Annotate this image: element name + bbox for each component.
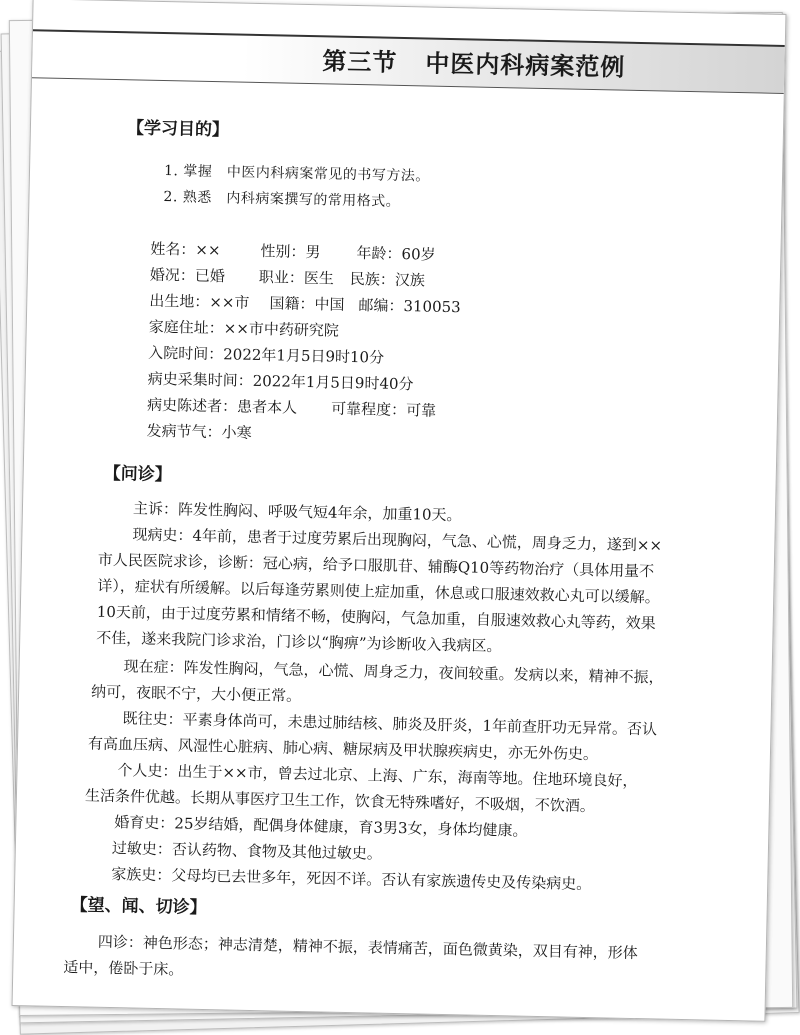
inquiry-line: 市人民医院求诊，诊断：冠心病，给予口服肌苷、辅酶Q10等药物治疗（具体用量不 — [97, 550, 655, 581]
inquiry-line: 过敏史：否认药物、食物及其他过敏史。 — [111, 839, 383, 863]
reliability: 可靠程度：可靠 — [330, 399, 437, 420]
patient-info-row — [150, 238, 436, 265]
onset-solar-term: 发病节气：小寒 — [146, 421, 252, 442]
patient-birthplace: 出生地：××市 — [149, 291, 250, 312]
inquiry-line: 主诉：阵发性胸闷、呼吸气短4年余，加重10天。 — [132, 499, 462, 525]
section-title — [322, 41, 626, 82]
patient-name: 姓名：×× — [150, 239, 221, 260]
history-collection-time: 病史采集时间：2022年1月5日9时40分 — [147, 369, 414, 394]
inquiry-line: 婚育史：25岁结婚，配偶身体健康，育3男3女，身体均健康。 — [114, 813, 528, 840]
inquiry-line: 详），症状有所缓解。以后每逢劳累则使上症加重，休息或口服速效救心丸可以缓解。 — [97, 576, 660, 607]
exam-heading: 【望、闻、切诊】 — [70, 895, 207, 919]
section-number: 第三节 — [322, 47, 398, 77]
inquiry-line: 生活条件优越。长期从事医疗卫生工作，饮食无特殊嗜好，不吸烟，不饮酒。 — [84, 786, 596, 816]
patient-gender: 性别：男 — [260, 242, 321, 262]
inquiry-heading: 【问诊】 — [103, 463, 172, 486]
patient-ethnicity: 民族：汉族 — [349, 269, 426, 290]
inquiry-line: 个人史：出生于××市，曾去过北京、上海、广东，海南等地。住地环境良好， — [117, 761, 638, 791]
admission-time: 入院时间：2022年1月5日9时10分 — [148, 343, 385, 367]
inquiry-line: 现病史：4年前，患者于过度劳累后出现胸闷，气急、心慌，周身乏力，遂到×× — [132, 525, 663, 555]
exam-line: 四诊：神色形态；神志清楚，精神不振，表情痛苦，面色微黄染，双目有神，形体 — [97, 932, 638, 963]
patient-marital: 婚况：已婚 — [149, 265, 226, 286]
inquiry-line: 现在症：阵发性胸闷，气急，心慌、周身乏力，夜间较重。发病以来，精神不振， — [123, 657, 664, 687]
history-narrator: 病史陈述者：患者本人 — [146, 395, 298, 417]
patient-nationality: 国籍：中国 — [269, 294, 345, 314]
inquiry-line: 纳可，夜眠不宁，大小便正常。 — [90, 682, 302, 705]
patient-info-row — [150, 264, 425, 291]
document-page — [12, 0, 787, 1022]
inquiry-line: 有高血压病、风湿性心脏病、肺心病、糖尿病及甲状腺疾病史，亦无外伤史。 — [87, 734, 599, 764]
patient-occupation: 职业：医生 — [258, 268, 335, 288]
patient-address: 家庭住址：××市中药研究院 — [148, 317, 340, 340]
goal-item: 1. 掌握 中医内科病案常见的书写方法。 — [163, 163, 430, 185]
patient-info-row — [147, 394, 436, 421]
patient-age: 年龄：60岁 — [356, 244, 436, 264]
exam-line: 适中，倦卧于床。 — [63, 958, 184, 979]
inquiry-line: 10天前，由于过度劳累和情绪不畅，使胸闷，气急加重，自服速效救心丸等药，效果 — [96, 602, 656, 633]
goal-item: 2. 熟悉 内科病案撰写的常用格式。 — [163, 189, 401, 210]
patient-postcode: 邮编：310053 — [358, 296, 461, 317]
inquiry-line: 不佳，遂来我院门诊求治，门诊以“胸痹”为诊断收入我病区。 — [96, 628, 502, 656]
goals-heading: 【学习目的】 — [126, 118, 230, 141]
inquiry-line: 既往史：平素身体尚可，未患过肺结核、肺炎及肝炎，1年前查肝功无异常。否认 — [122, 709, 658, 739]
inquiry-line: 家族史：父母均已去世多年，死因不详。否认有家族遗传史及传染病史。 — [111, 865, 592, 894]
patient-info-row — [149, 290, 461, 318]
section-name: 中医内科病案范例 — [425, 49, 626, 82]
